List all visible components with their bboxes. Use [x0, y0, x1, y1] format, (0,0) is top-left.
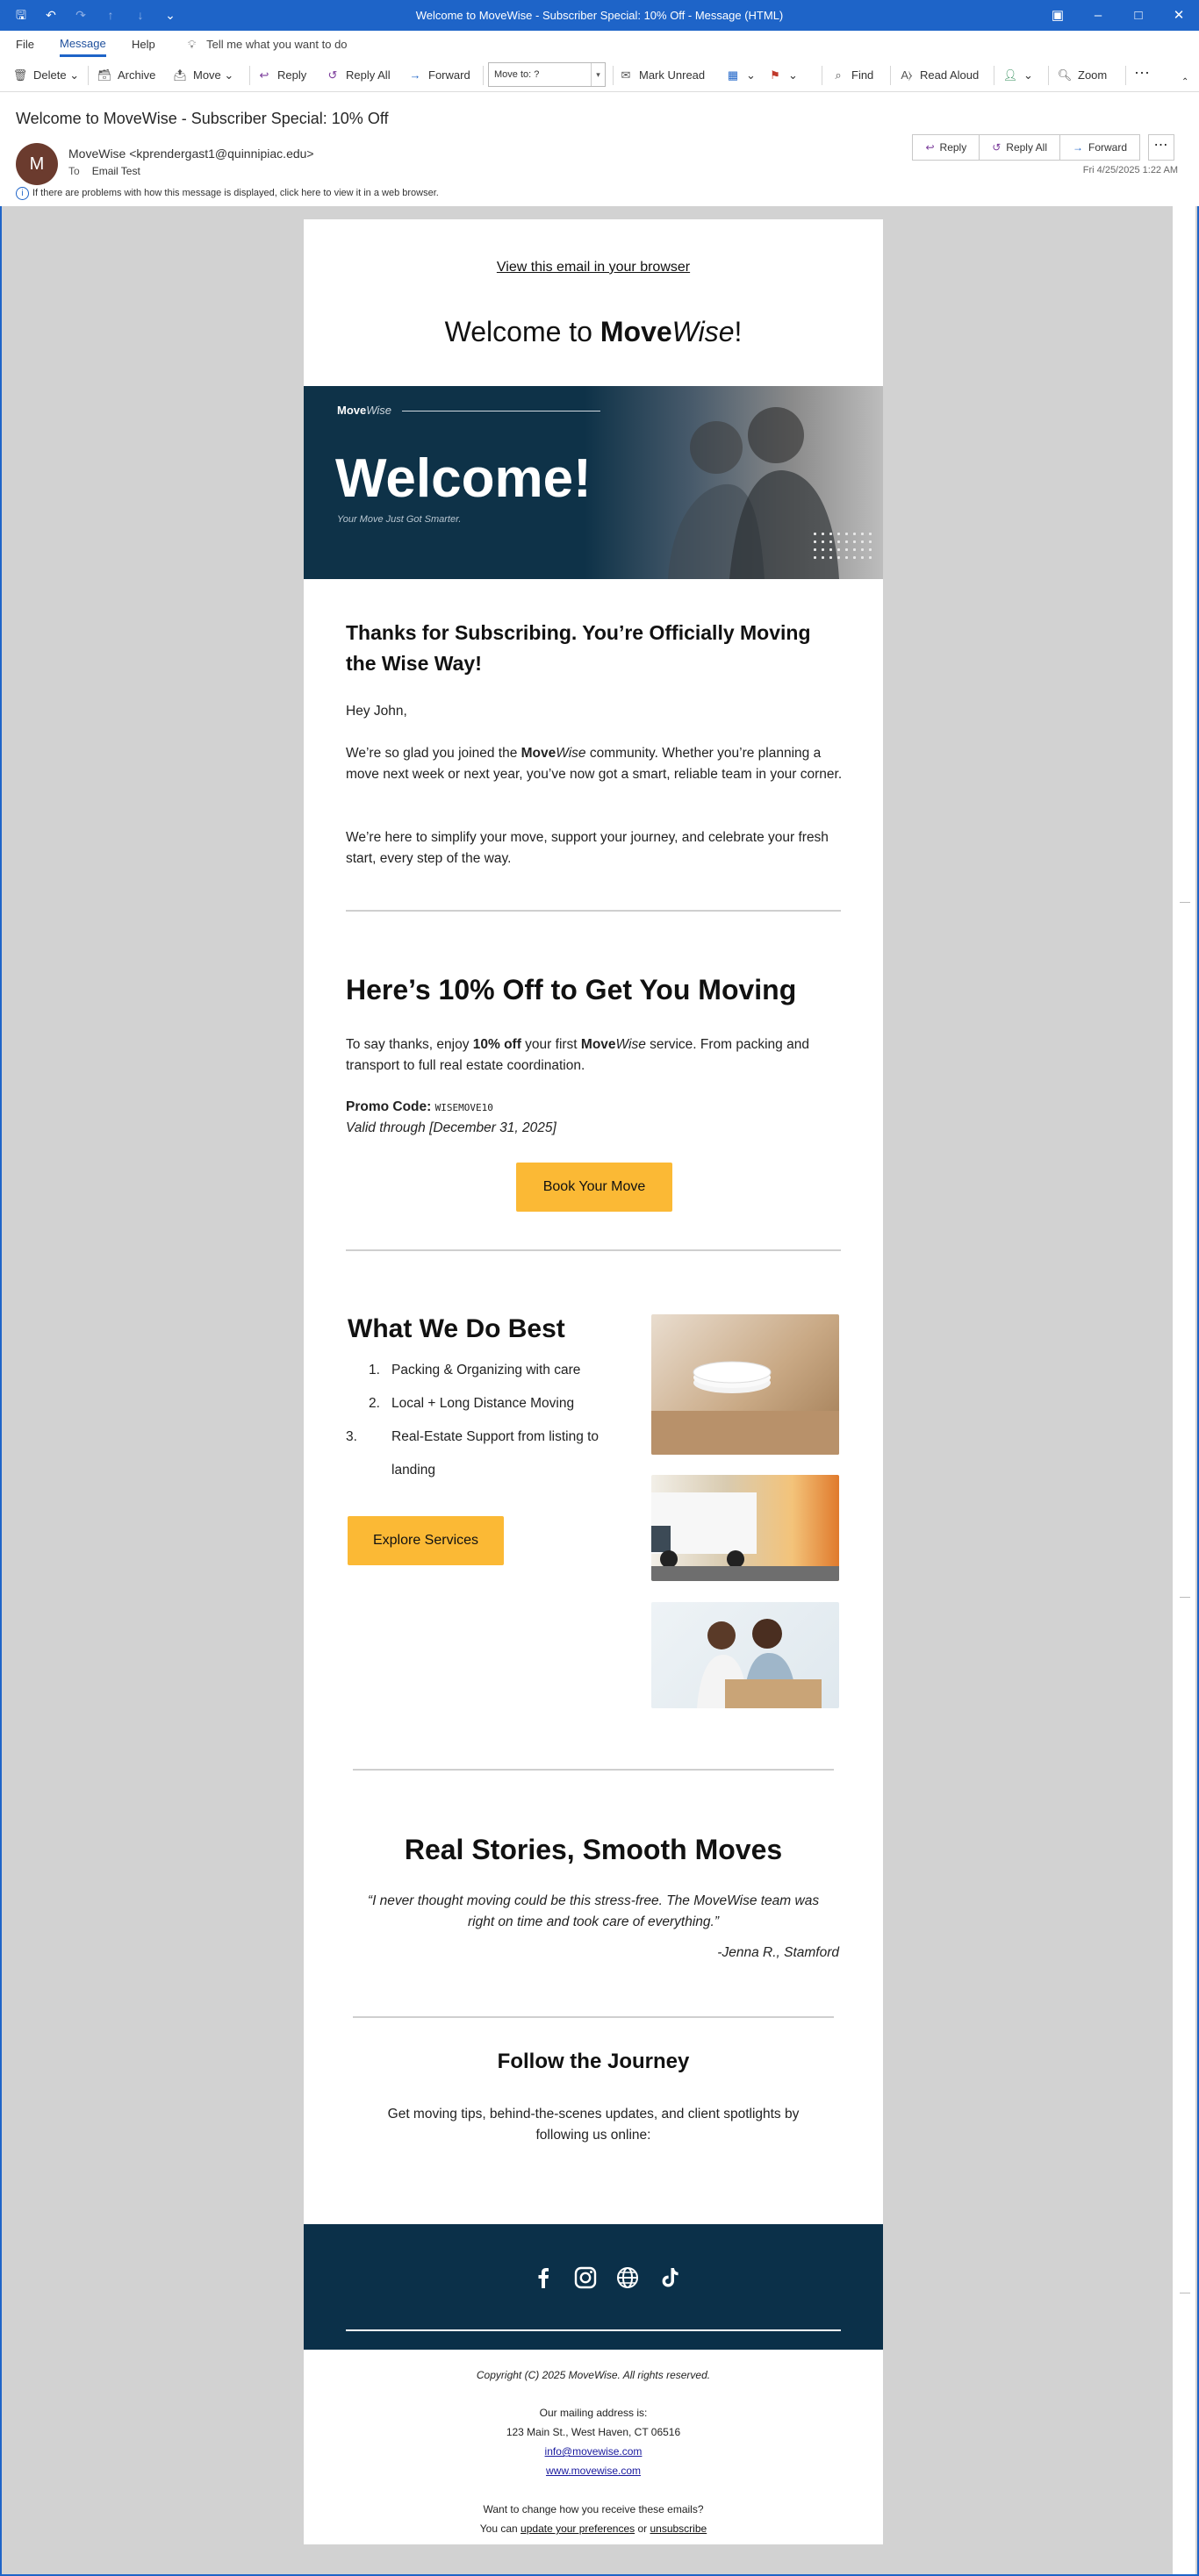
truck-photo [651, 1475, 839, 1581]
tab-file[interactable]: File [16, 38, 34, 51]
to-label: To [68, 165, 80, 177]
follow-text: Get moving tips, behind-the-scenes updates, and client spotlights by following us online: [387, 2107, 800, 2143]
offer-brand-move: Move [580, 1037, 616, 1052]
follow-up-button[interactable]: ⚑ ⌄ [767, 64, 798, 87]
tab-help[interactable]: Help [132, 38, 155, 51]
facebook-icon[interactable] [530, 2265, 556, 2291]
title-bar [0, 0, 1199, 31]
ribbon-display-icon[interactable]: ▣ [1051, 8, 1065, 23]
forward-ribbon-label: Forward [428, 68, 470, 82]
you-can-text: You can [479, 2522, 521, 2535]
testimonial-author: -Jenna R., Stamford [717, 1945, 839, 1960]
menu-bar [0, 31, 1199, 59]
collapse-ribbon-icon[interactable]: ⌃ [1181, 77, 1189, 87]
vertical-scrollbar[interactable] [1173, 206, 1195, 2574]
prefs-line [304, 2522, 883, 2535]
ribbon-separator [1125, 66, 1126, 85]
welcome-heading [304, 316, 883, 348]
offer-bold: 10% off [472, 1037, 521, 1052]
previous-item-icon[interactable]: ↑ [107, 8, 114, 22]
read-aloud-button[interactable] [899, 64, 979, 87]
lightbulb-icon: 💡︎ [188, 38, 197, 51]
recipient-name[interactable]: Email Test [91, 165, 140, 177]
magnifier-icon: 🔍︎ [1057, 68, 1073, 82]
move-label: Move [193, 68, 221, 82]
change-prefs-question: Want to change how you receive these emails? [483, 2503, 704, 2515]
reply-label: Reply [939, 141, 967, 154]
reply-icon: ↩ [259, 68, 269, 82]
happy-couple-photo [651, 1602, 839, 1708]
info-text[interactable]: If there are problems with how this message is displayed, click here to view it in a web browser. [32, 188, 439, 198]
forward-ribbon-button[interactable] [407, 64, 470, 87]
section-divider [353, 2016, 834, 2018]
intro-brand-move: Move [521, 746, 556, 761]
banner-headline: Welcome! [335, 448, 592, 509]
email-link[interactable]: info@movewise.com [544, 2445, 643, 2458]
categorize-icon: ▦ [727, 68, 739, 82]
reply-icon: ↩ [925, 141, 935, 154]
service-item: Packing & Organizing with care [391, 1363, 581, 1377]
move-to-quickstep[interactable] [488, 62, 606, 87]
offer-paragraph [346, 1034, 846, 1077]
forward-button[interactable] [1059, 134, 1140, 161]
website-link[interactable]: www.movewise.com [545, 2465, 642, 2477]
scroll-tick [1180, 1597, 1190, 1598]
tiktok-icon[interactable] [657, 2265, 683, 2291]
next-item-icon[interactable]: ↓ [137, 8, 144, 22]
response-buttons [912, 134, 1174, 161]
valid-through: Valid through [December 31, 2025] [346, 1120, 556, 1135]
trash-icon: 🗑︎ [12, 68, 28, 82]
list-item: 3. Real-Estate Support from listing to landing [346, 1429, 600, 1478]
ribbon-separator [88, 66, 89, 85]
copyright: Copyright (C) 2025 MoveWise. All rights reserved. [476, 2369, 711, 2381]
email-link-row [304, 2445, 883, 2458]
welcome-post: ! [734, 316, 743, 347]
brand-wise: Wise [671, 316, 735, 347]
service-item: Real-Estate Support from listing to landing [391, 1429, 600, 1478]
flag-icon: ⚑ [770, 68, 780, 82]
zoom-label: Zoom [1078, 68, 1108, 82]
banner-tagline: Your Move Just Got Smarter. [337, 514, 462, 525]
view-in-browser-link[interactable]: View this email in your browser [496, 260, 691, 275]
minimize-button[interactable]: – [1094, 8, 1102, 23]
forward-label: Forward [1088, 141, 1127, 154]
reply-ribbon-label: Reply [277, 68, 307, 82]
chevron-down-icon[interactable]: ▾ [591, 63, 605, 86]
unsubscribe-link[interactable]: unsubscribe [650, 2522, 707, 2535]
categorize-button[interactable]: ▦ ⌄ [725, 64, 756, 87]
window-controls [1037, 0, 1199, 31]
packing-photo [651, 1314, 839, 1455]
mailing-label: Our mailing address is: [539, 2407, 648, 2419]
offer-text-b: your first [521, 1037, 581, 1052]
promo-line [346, 1097, 846, 1119]
banner-brand-move: Move [337, 404, 367, 417]
tab-message[interactable]: Message [60, 31, 106, 57]
reply-ribbon-button[interactable] [256, 64, 306, 87]
translate-icon: 👤︎ [1002, 68, 1018, 82]
save-icon[interactable]: 🖫 [16, 8, 26, 22]
close-button[interactable]: ✕ [1173, 8, 1185, 23]
truck-illustration [651, 1475, 839, 1581]
zoom-button[interactable] [1057, 64, 1107, 87]
tell-me-text: Tell me what you want to do [206, 38, 348, 51]
ribbon-separator [249, 66, 250, 85]
explore-services-button[interactable]: Explore Services [348, 1516, 504, 1565]
section-divider [346, 910, 841, 912]
instagram-icon[interactable] [572, 2265, 599, 2291]
thanks-heading: Thanks for Subscribing. You’re Officially Moving the Wise Way! [346, 621, 811, 675]
promo-label: Promo Code: [346, 1099, 432, 1114]
support-paragraph: We’re here to simplify your move, support your journey, and celebrate your fresh start, every step of the way. [346, 830, 829, 866]
avatar[interactable]: M [16, 143, 58, 185]
mark-unread-button[interactable] [618, 64, 705, 87]
scroll-tick [1180, 902, 1190, 903]
read-aloud-icon: A⧽ [901, 68, 913, 82]
find-button[interactable] [830, 64, 873, 87]
list-item: 1. Packing & Organizing with care [369, 1363, 581, 1377]
ribbon-separator [890, 66, 891, 85]
message-header [0, 92, 1199, 206]
sender-address[interactable]: MoveWise <kprendergast1@quinnipiac.edu> [68, 147, 314, 161]
welcome-pre: Welcome to [444, 316, 600, 347]
offer-brand-wise: Wise [615, 1037, 646, 1052]
received-date: Fri 4/25/2025 1:22 AM [1082, 165, 1178, 175]
tell-me-search[interactable] [188, 31, 348, 59]
translate-button[interactable]: 👤︎ ⌄ [1002, 64, 1033, 87]
intro-text-b: community. Whether you’re planning a move next week or next year, you’ve now got a smart, reliable team in your corner. [346, 746, 843, 782]
search-icon: ⌕ [835, 68, 842, 82]
footer-divider [346, 2329, 841, 2331]
ribbon-separator [1048, 66, 1049, 85]
reading-pane [0, 206, 1199, 2576]
promo-code: WISEMOVE10 [434, 1102, 493, 1113]
stories-heading: Real Stories, Smooth Moves [404, 1834, 783, 1865]
envelope-icon: ✉ [621, 68, 631, 82]
forward-icon: → [1072, 141, 1083, 154]
more-commands-icon[interactable]: ⋯ [1134, 64, 1150, 82]
email-body [304, 219, 883, 2544]
redo-icon[interactable]: ↷ [75, 8, 86, 22]
ribbon-separator [483, 66, 484, 85]
dishes-illustration [651, 1314, 839, 1455]
forward-icon: → [409, 68, 421, 82]
welcome-banner [304, 386, 883, 579]
mailing-address: 123 Main St., West Haven, CT 06516 [506, 2426, 681, 2438]
reply-all-icon: ↺ [992, 141, 1002, 154]
best-heading: What We Do Best [348, 1314, 565, 1343]
reply-all-button[interactable] [979, 134, 1060, 161]
services-list [346, 1354, 632, 1487]
couple-keys-illustration [651, 1602, 839, 1708]
website-globe-icon[interactable] [614, 2265, 641, 2291]
mark-unread-label: Mark Unread [639, 68, 706, 82]
or-text: or [635, 2522, 650, 2535]
move-button[interactable]: 📤︎ Move ⌄ [172, 64, 233, 87]
website-link-row [304, 2465, 883, 2477]
list-item: 2. Local + Long Distance Moving [369, 1396, 575, 1411]
message-subject: Welcome to MoveWise - Subscriber Special: 10% Off [16, 110, 389, 127]
service-item: Local + Long Distance Moving [391, 1396, 575, 1411]
archive-icon: 🗃︎ [97, 68, 112, 82]
find-label: Find [851, 68, 874, 82]
follow-heading: Follow the Journey [497, 2050, 690, 2073]
banner-brand [337, 404, 391, 417]
archive-button[interactable] [97, 64, 155, 87]
reply-all-ribbon-button[interactable] [325, 64, 391, 87]
recipient-row [68, 165, 140, 177]
reply-all-ribbon-label: Reply All [346, 68, 391, 82]
ribbon-separator [613, 66, 614, 85]
update-preferences-link[interactable]: update your preferences [521, 2522, 635, 2535]
delete-button[interactable]: 🗑︎ Delete ⌄ [12, 64, 79, 87]
reply-button[interactable] [912, 134, 980, 161]
section-divider [346, 1249, 841, 1251]
greeting: Hey John, [346, 704, 407, 719]
intro-paragraph [346, 743, 846, 785]
testimonial-quote: “I never thought moving could be this stress-free. The MoveWise team was right on time and took care of everything.” [367, 1893, 820, 1929]
delete-label: Delete [33, 68, 67, 82]
more-actions-button[interactable]: ⋯ [1148, 134, 1174, 161]
intro-brand-wise: Wise [556, 746, 586, 761]
customize-toolbar-icon[interactable]: ⌄ [165, 8, 176, 22]
offer-text-c: service. From packing and transport to full real estate coordination. [346, 1037, 809, 1073]
dot-pattern [811, 530, 876, 562]
undo-icon[interactable]: ↶ [46, 8, 56, 22]
banner-brand-wise: Wise [366, 404, 392, 417]
intro-text-a: We’re so glad you joined the [346, 746, 521, 761]
move-icon: 📤︎ [172, 68, 188, 82]
section-divider [353, 1769, 834, 1771]
reply-all-label: Reply All [1006, 141, 1047, 154]
read-aloud-label: Read Aloud [920, 68, 980, 82]
archive-label: Archive [118, 68, 156, 82]
brand-move: Move [600, 316, 672, 347]
offer-heading: Here’s 10% Off to Get You Moving [346, 974, 797, 1005]
info-icon: i [16, 187, 29, 200]
book-your-move-button[interactable]: Book Your Move [516, 1163, 672, 1212]
window-title: Welcome to MoveWise - Subscriber Special: 10% Off - Message (HTML) [415, 9, 784, 22]
social-footer [304, 2224, 883, 2350]
reply-all-icon: ↺ [327, 68, 338, 82]
offer-text-a: To say thanks, enjoy [346, 1037, 473, 1052]
maximize-button[interactable]: □ [1134, 8, 1143, 23]
info-bar[interactable] [16, 187, 439, 200]
move-to-label: Move to: ? [494, 69, 540, 80]
